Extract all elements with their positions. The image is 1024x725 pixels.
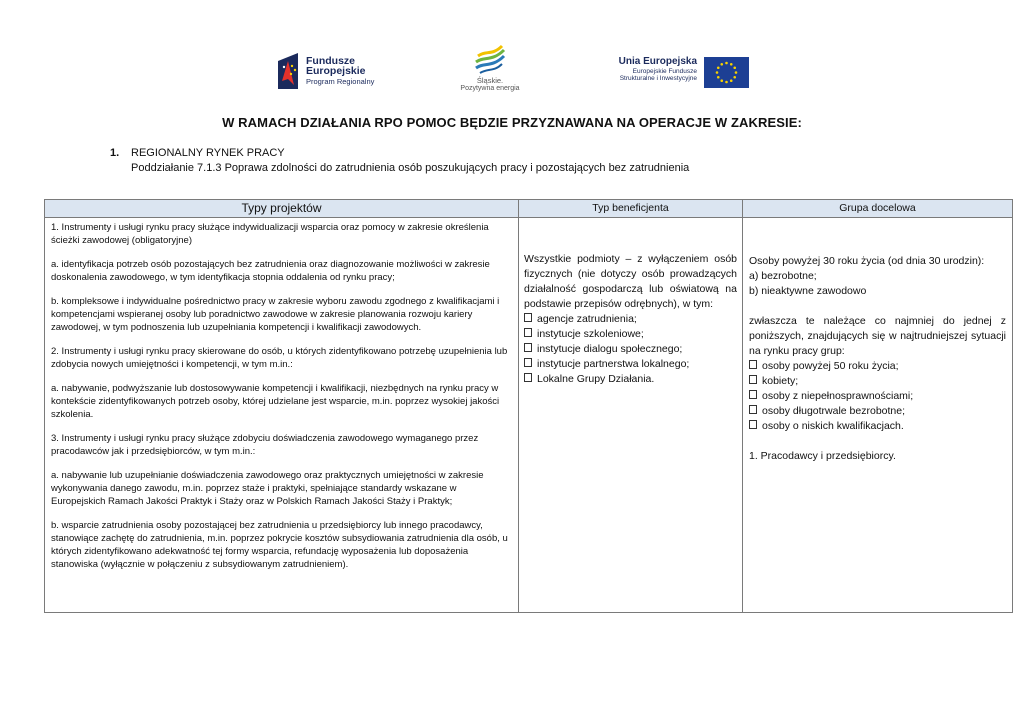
project-item: b. wsparcie zatrudnienia osoby pozostającej bez zatrudnienia u przedsiębiorcy lub innego pracodawcy, stanowiące zachętę do zatrudnienia, m.in. poprzez pokrycie kosztów subsydiowania zatrudnienia dla osób, u których zidentyfikowano adekwatność tej formy wsparcia, refundację wyposażenia lub doposażenia stanowiska (wyłącznie w połączeniu z subsydiowanym zatrudnieniem).: [51, 520, 508, 570]
grupa-line: b) nieaktywne zawodowo: [749, 285, 867, 297]
beneficjent-list-item: agencje zatrudnienia;: [524, 312, 737, 327]
grupa-list-item: osoby powyżej 50 roku życia;: [749, 359, 1006, 374]
project-item: 1. Instrumenty i usługi rynku pracy służące indywidualizacji wsparcia oraz pomocy w zakresie określenia ścieżki zawodowej (obligatoryjne): [51, 222, 489, 246]
slaskie-waves-icon: [470, 42, 510, 76]
projects-cell: [45, 218, 519, 613]
grupa-line: Osoby powyżej 30 roku życia (od dnia 30 urodzin):: [749, 255, 985, 267]
grupa-cell: [743, 218, 1013, 613]
beneficjent-list-item: instytucje dialogu społecznego;: [524, 342, 737, 357]
fe-flag-icon: [276, 51, 300, 91]
grupa-list-item: osoby z niepełnosprawnościami;: [749, 389, 1006, 404]
bullet-box-icon: [749, 405, 757, 414]
grupa-paragraph: zwłaszcza te należące co najmniej do jednej z poniższych, znajdujących się w najtrudniejszej sytuacji na rynku pracy grup:: [749, 315, 1006, 357]
section-subtitle: Poddziałanie 7.1.3 Poprawa zdolności do zatrudnienia osób poszukujących pracy i pozostających bez zatrudnienia: [131, 162, 690, 174]
ue-logo-line1: Unia Europejska: [618, 56, 697, 67]
header-typ-beneficjenta: Typ beneficjenta: [519, 200, 743, 218]
bullet-box-icon: [524, 313, 532, 322]
project-item: 2. Instrumenty i usługi rynku pracy skierowane do osób, u których zidentyfikowano potrzebę uzupełnienia lub zdobycia nowych umiejętności i kompetencji, w tym m.in.:: [51, 346, 508, 370]
unia-europejska-logo: [617, 57, 752, 91]
grupa-list-item: kobiety;: [749, 374, 1006, 389]
ue-logo-line3: Strukturalne i Inwestycyjne: [619, 75, 697, 82]
section-title: REGIONALNY RYNEK PRACY: [131, 147, 285, 159]
fe-logo-line2: Europejskie: [306, 65, 366, 77]
bullet-box-icon: [749, 360, 757, 369]
beneficjent-list-item: Lokalne Grupy Działania.: [524, 372, 737, 387]
bullet-box-icon: [749, 420, 757, 429]
bullet-box-icon: [524, 373, 532, 382]
beneficjent-intro: Wszystkie podmioty – z wyłączeniem osób fizycznych (nie dotyczy osób prowadzących działalność gospodarczą lub oświatową na podstawie przepisów odrębnych), w tym:: [524, 253, 737, 310]
project-item: b. kompleksowe i indywidualne pośrednictwo pracy w zakresie wyboru zawodu zgodnego z kwalifikacjami i kompetencjami wspieranej osoby lub poradnictwo zawodowe w zakresie planowania rozwoju kariery zawodowej, w tym podnoszenia lub uzupełniania kompetencji i kwalifikacji zawodowych.: [51, 296, 500, 333]
ue-logo-line2: Europejskie Fundusze: [632, 68, 697, 75]
slaskie-logo: [455, 42, 525, 98]
bullet-box-icon: [749, 390, 757, 399]
grupa-line: a) bezrobotne;: [749, 270, 817, 282]
section-number: 1.: [110, 147, 120, 159]
beneficjent-cell: [519, 218, 743, 613]
grupa-list-item: osoby o niskich kwalifikacjach.: [749, 419, 1006, 434]
bullet-box-icon: [524, 343, 532, 352]
project-item: 3. Instrumenty i usługi rynku pracy służące zdobyciu doświadczenia zawodowego wymaganego przez pracodawców jak i przedsiębiorców, w tym m.in.:: [51, 433, 479, 457]
project-item: a. nabywanie, podwyższanie lub dostosowywanie kompetencji i kwalifikacji, niezbędnych na rynku pracy w kontekście zidentyfikowanych potrzeb osoby, której udzielane jest wsparcie, m.in. poprzez wysokiej jakości szkolenia.: [51, 383, 500, 420]
bullet-box-icon: [524, 328, 532, 337]
grupa-list-item: osoby długotrwale bezrobotne;: [749, 404, 1006, 419]
beneficjent-list-item: instytucje partnerstwa lokalnego;: [524, 357, 737, 372]
slaskie-logo-line1: Śląskie.: [476, 76, 504, 85]
project-item: a. nabywanie lub uzupełnianie doświadczenia zawodowego oraz praktycznych umiejętności w zakresie wykonywania danego zawodu, m.in. poprzez staże i praktyki, spełniające standardy wskazane w Europejskich Ramach Jakości Praktyk i Staży oraz w Polskich Ramach Jakości Staży i Praktyk;: [51, 470, 484, 507]
page-title: W RAMACH DZIAŁANIA RPO POMOC BĘDZIE PRZYZNAWANA NA OPERACJE W ZAKRESIE:: [222, 115, 802, 130]
header-grupa-docelowa: Grupa docelowa: [743, 200, 1013, 218]
eu-flag-icon: [704, 57, 749, 88]
fundusze-europejskie-logo: [276, 51, 386, 93]
slaskie-logo-line2: Pozytywna energia: [460, 85, 520, 92]
fe-logo-line3: Program Regionalny: [306, 77, 375, 86]
beneficjent-list-item: instytucje szkoleniowe;: [524, 327, 737, 342]
fe-logo-line1: Fundusze: [306, 55, 355, 67]
project-item: a. identyfikacja potrzeb osób pozostających bez zatrudnienia oraz diagnozowanie możliwości w zakresie doskonalenia zawodowego, w tym identyfikacja stopnia oddalenia od rynku pracy;: [51, 259, 490, 283]
bullet-box-icon: [524, 358, 532, 367]
header-typy-projektow: Typy projektów: [45, 200, 519, 218]
projects-table: [44, 199, 1013, 613]
grupa-final-line: 1. Pracodawcy i przedsiębiorcy.: [749, 450, 896, 462]
bullet-box-icon: [749, 375, 757, 384]
